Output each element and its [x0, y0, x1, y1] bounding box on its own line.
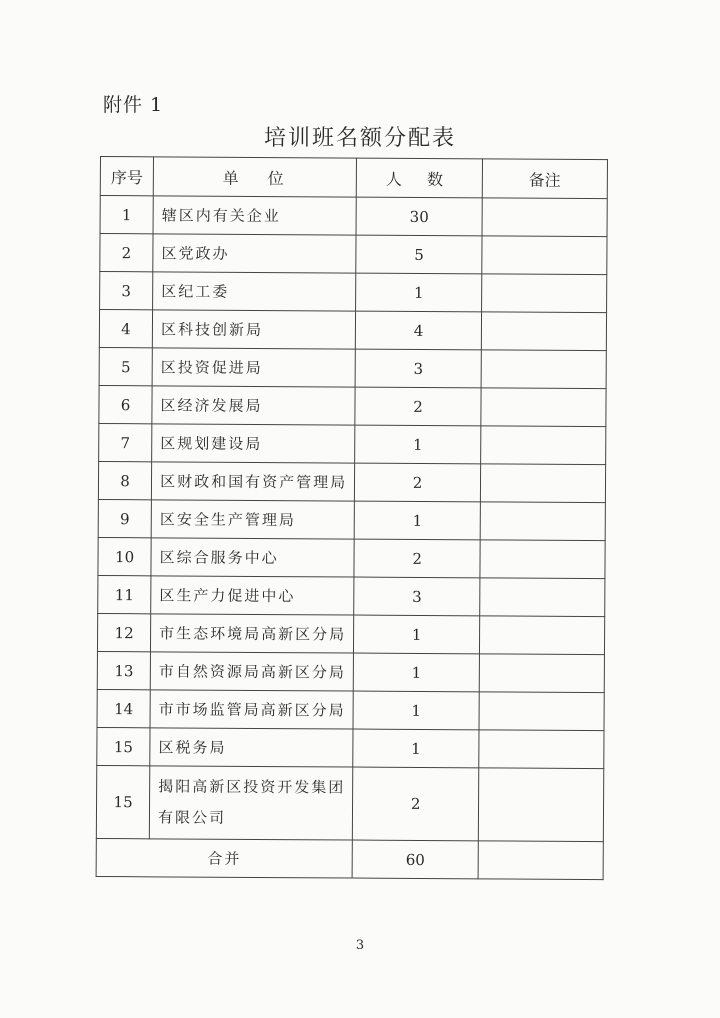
row-note [478, 768, 604, 842]
table-row [98, 575, 605, 616]
table-total-row [96, 838, 603, 879]
table-row [99, 310, 606, 351]
row-index: 3 [100, 272, 153, 310]
table-row [97, 651, 604, 692]
row-index: 4 [99, 310, 152, 348]
row-unit: 区安全生产管理局 [151, 500, 355, 539]
table-row [100, 272, 607, 313]
row-count: 1 [354, 653, 479, 692]
row-count: 1 [355, 501, 480, 540]
row-unit: 市市场监管局高新区分局 [150, 690, 354, 729]
table-row [99, 385, 606, 426]
table-row [97, 689, 604, 730]
row-unit-line2: 有限公司 [157, 808, 227, 827]
total-count: 60 [353, 840, 478, 879]
row-unit: 辖区内有关企业 [153, 196, 357, 235]
document-title: 培训班名额分配表 [263, 126, 456, 151]
row-index: 14 [97, 689, 150, 727]
attachment-label: 附件 1 [103, 94, 164, 116]
row-note [479, 578, 605, 617]
table-row [100, 196, 607, 237]
row-note [479, 616, 605, 655]
row-note [482, 236, 608, 275]
row-unit-line1: 揭阳高新区投资开发集团 [158, 777, 346, 797]
row-count: 2 [355, 463, 480, 502]
row-unit: 区科技创新局 [152, 310, 356, 349]
table-row [98, 461, 605, 502]
row-unit: 区纪工委 [153, 272, 357, 311]
row-index: 5 [99, 347, 152, 385]
row-count: 1 [355, 425, 480, 464]
row-count: 2 [354, 539, 479, 578]
row-index: 11 [98, 575, 151, 613]
row-note [481, 350, 607, 389]
row-unit: 区规划建设局 [152, 424, 356, 463]
total-label: 合并 [96, 838, 353, 878]
row-index: 15 [97, 727, 150, 765]
row-unit: 区税务局 [150, 728, 354, 767]
row-unit: 区党政办 [153, 234, 357, 273]
row-index: 13 [97, 651, 150, 689]
row-count: 3 [356, 349, 481, 388]
row-note [480, 502, 606, 541]
row-count: 4 [356, 311, 481, 350]
row-unit: 区生产力促进中心 [151, 576, 355, 615]
header-unit: 单 位 [153, 157, 357, 197]
row-note [481, 274, 607, 313]
row-index: 12 [97, 613, 150, 651]
table-row [99, 423, 606, 464]
row-index: 8 [98, 461, 151, 499]
row-index: 9 [98, 499, 151, 537]
table-row [97, 613, 604, 654]
row-note [481, 388, 607, 427]
table-row [99, 347, 606, 388]
row-unit: 区财政和国有资产管理局 [151, 462, 355, 501]
row-unit: 区投资促进局 [152, 348, 356, 387]
row-index: 6 [99, 385, 152, 423]
row-unit: 市生态环境局高新区分局 [151, 614, 355, 653]
row-note [482, 198, 608, 237]
row-count: 1 [356, 273, 481, 312]
allocation-table [96, 156, 608, 880]
row-note [480, 540, 606, 579]
header-note: 备注 [482, 159, 608, 199]
total-note [478, 841, 604, 880]
table-row-last [96, 765, 603, 841]
row-index: 15 [96, 765, 150, 838]
row-note [478, 730, 604, 769]
row-index: 10 [98, 537, 151, 575]
row-note [481, 312, 607, 351]
row-count: 3 [354, 577, 479, 616]
row-index: 7 [99, 423, 152, 461]
row-note [480, 426, 606, 465]
row-count: 1 [353, 691, 478, 730]
header-count: 人 数 [357, 158, 482, 198]
row-unit [149, 766, 353, 840]
row-unit: 区经济发展局 [152, 386, 356, 425]
row-note [479, 654, 605, 693]
table-row [100, 234, 607, 275]
row-count: 5 [356, 235, 481, 274]
row-count: 2 [353, 767, 479, 841]
row-index: 1 [100, 196, 153, 234]
row-note [479, 692, 605, 731]
row-unit: 区综合服务中心 [151, 538, 355, 577]
table-row [98, 537, 605, 578]
row-count: 2 [355, 387, 480, 426]
row-index: 2 [100, 234, 153, 272]
table-header-row [100, 157, 607, 199]
row-count: 30 [357, 197, 482, 236]
row-unit: 市自然资源局高新区分局 [150, 652, 354, 691]
row-count: 1 [354, 615, 479, 654]
table-row [98, 499, 605, 540]
row-count: 1 [353, 729, 478, 768]
table-row [97, 727, 604, 768]
page-number: 3 [355, 938, 365, 953]
row-note [480, 464, 606, 503]
header-index: 序号 [100, 157, 153, 196]
